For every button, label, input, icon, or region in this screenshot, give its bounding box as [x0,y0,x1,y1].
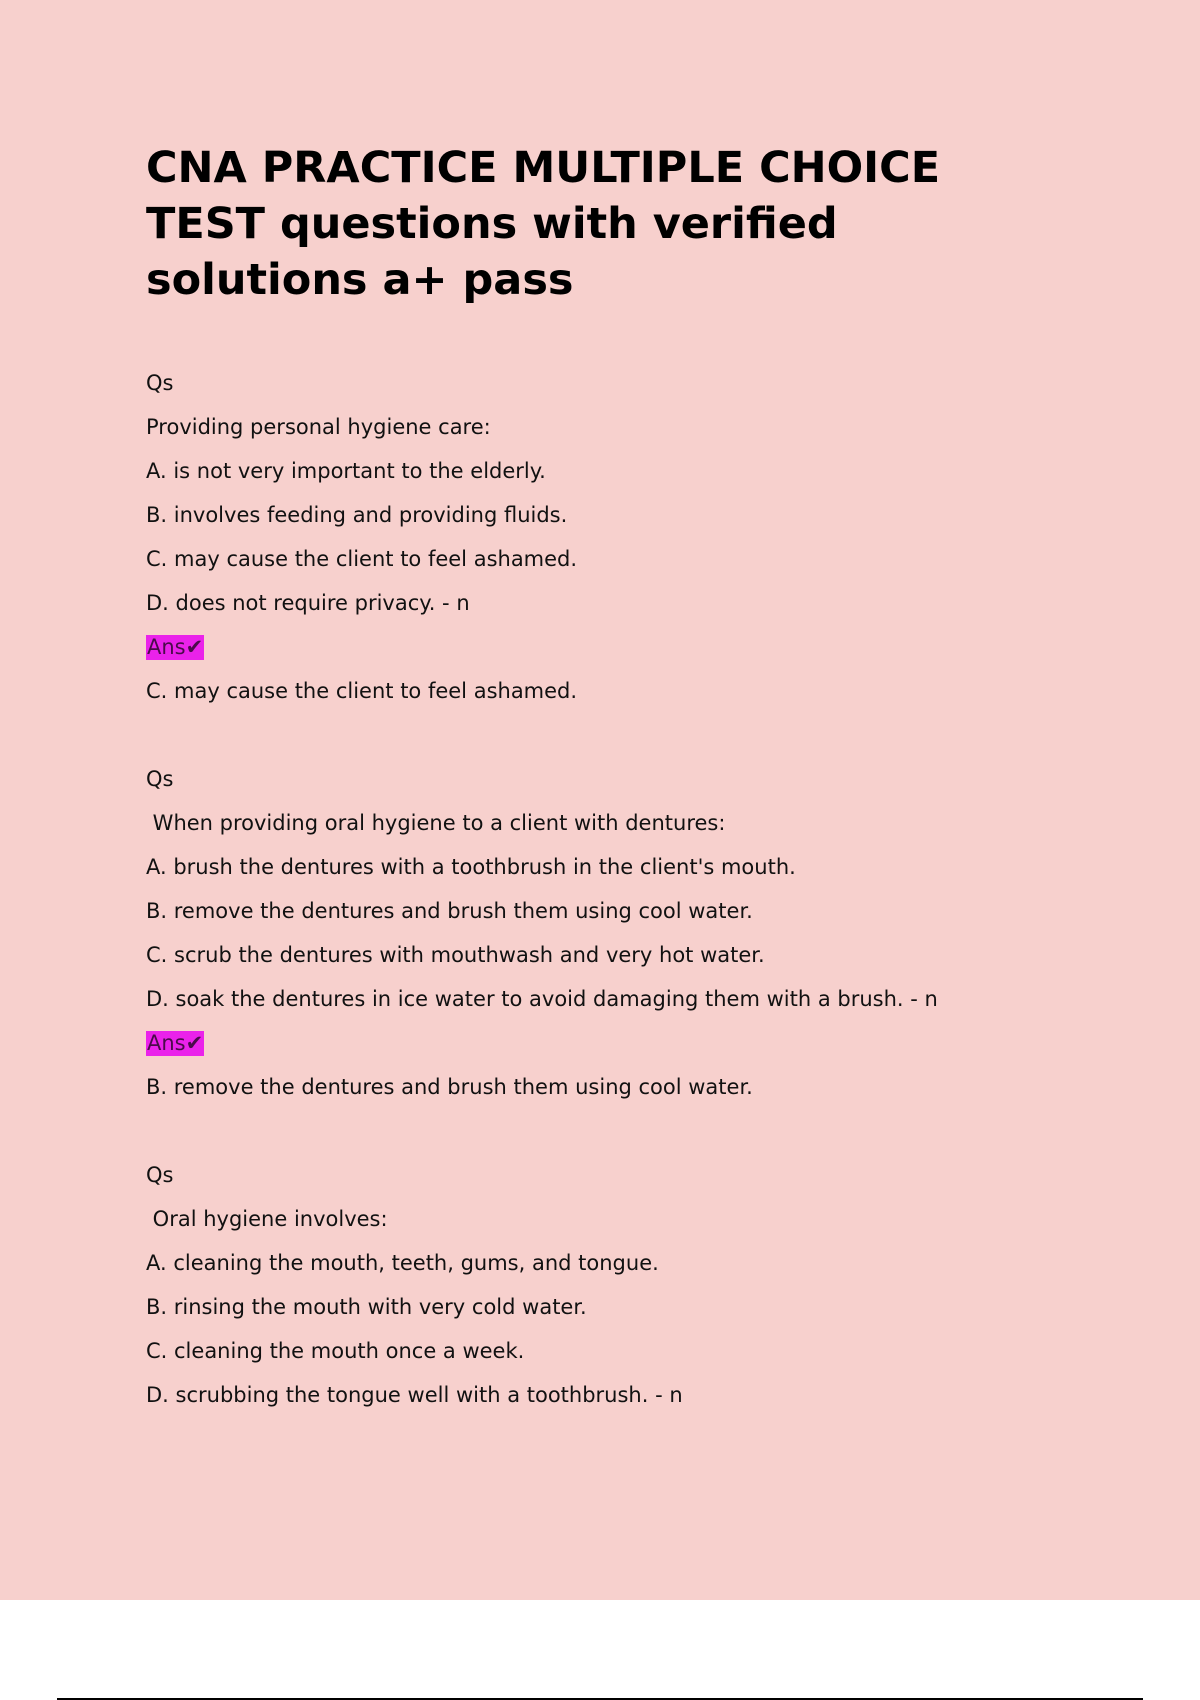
answer-label: Ans✔ [147,1031,204,1055]
question-prompt: Oral hygiene involves: [146,1207,388,1231]
document-content [146,140,1046,1461]
option-d: D. does not require privacy. - n [146,591,470,615]
question-label: Qs [146,1163,174,1187]
option-b: B. rinsing the mouth with very cold water. [146,1295,587,1319]
option-b: B. remove the dentures and brush them using cool water. [146,899,753,923]
answer-text: B. remove the dentures and brush them using cool water. [146,1075,753,1099]
option-c: C. may cause the client to feel ashamed. [146,547,578,571]
option-d: D. scrubbing the tongue well with a toothbrush. - n [146,1383,683,1407]
question-prompt: When providing oral hygiene to a client with dentures: [146,811,726,835]
question-label: Qs [146,767,174,791]
option-a: A. brush the dentures with a toothbrush in the client's mouth. [146,855,796,879]
question-block-2 [146,757,1046,1109]
document-title: CNA PRACTICE MULTIPLE CHOICE TEST questions with verified solutions a+ pass [146,143,941,305]
option-b: B. involves feeding and providing fluids. [146,503,568,527]
answer-text: C. may cause the client to feel ashamed. [146,679,578,703]
question-label: Qs [146,371,174,395]
answer-label-row [146,625,1046,669]
option-a: A. cleaning the mouth, teeth, gums, and tongue. [146,1251,659,1275]
answer-label-row [146,1021,1046,1065]
question-block-1 [146,361,1046,713]
option-d: D. soak the dentures in ice water to avoid damaging them with a brush. - n [146,987,938,1011]
question-block-3 [146,1153,1046,1417]
answer-label: Ans✔ [147,635,204,659]
question-prompt: Providing personal hygiene care: [146,415,491,439]
option-c: C. scrub the dentures with mouthwash and very hot water. [146,943,765,967]
option-c: C. cleaning the mouth once a week. [146,1339,525,1363]
option-a: A. is not very important to the elderly. [146,459,546,483]
